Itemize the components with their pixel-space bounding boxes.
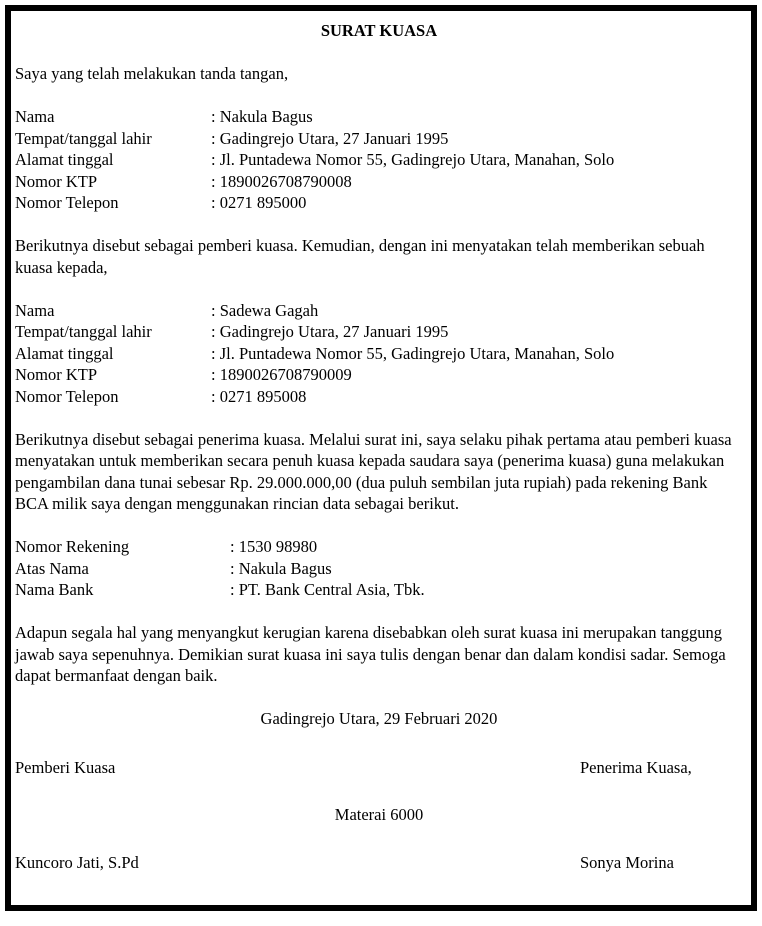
detail-value: : Nakula Bagus (211, 107, 313, 126)
authorization-paragraph: Berikutnya disebut sebagai penerima kuasa. Melalui surat ini, saya selaku pihak pertama atau pemberi kuasa menyatakan untuk memberikan secara penuh kuasa kepada saudara saya (penerima kuasa) guna melakukan pengambilan dana tunai sebesar Rp. 29.000.000,00 (dua puluh sembilan juta rupiah) pada rekening Bank BCA milik saya dengan menggunakan rincian data sebagai berikut. (15, 429, 732, 513)
grantor-details-block (15, 106, 743, 214)
grantor-signature-name: Kuncoro Jati, S.Pd (15, 852, 139, 872)
stamp-label: Materai 6000 (334, 805, 424, 824)
detail-label: Tempat/tanggal lahir (15, 128, 152, 148)
grantor-paragraph: Berikutnya disebut sebagai pemberi kuasa. Kemudian, dengan ini menyatakan telah memberikan sebuah kuasa kepada, (15, 236, 705, 277)
date-line: Gadingrejo Utara, 29 Februari 2020 (260, 709, 498, 728)
detail-value: : Gadingrejo Utara, 27 Januari 1995 (211, 322, 449, 341)
document-title: SURAT KUASA (320, 21, 438, 40)
grantee-signature-name: Sonya Morina (580, 852, 674, 872)
detail-value: : 1890026708790009 (211, 365, 352, 384)
detail-value: : Sadewa Gagah (211, 300, 319, 320)
grantee-details-block (15, 300, 743, 408)
detail-row-atas-nama (15, 558, 743, 580)
detail-row-grantee-telepon (15, 386, 743, 408)
detail-value: : Jl. Puntadewa Nomor 55, Gadingrejo Utara, Manahan, Solo (211, 150, 615, 169)
account-details-block (15, 536, 743, 601)
detail-label: Nomor KTP (15, 171, 98, 191)
detail-value: : 1530 98980 (230, 537, 318, 556)
detail-value: : 0271 895008 (211, 386, 307, 406)
detail-value: : PT. Bank Central Asia, Tbk. (230, 580, 425, 599)
detail-row-grantor-telepon (15, 192, 743, 214)
detail-value: : 0271 895000 (211, 193, 307, 212)
opening-line: Saya yang telah melakukan tanda tangan, (15, 64, 289, 83)
signature-roles-row (15, 757, 743, 779)
detail-label: Nomor Telepon (15, 193, 119, 212)
detail-label: Nama Bank (15, 580, 94, 599)
grantee-role-label: Penerima Kuasa, (580, 757, 692, 777)
detail-row-grantor-ttl (15, 128, 743, 150)
detail-value: : Nakula Bagus (230, 558, 332, 578)
detail-label: Nomor Rekening (15, 537, 130, 556)
detail-row-grantor-ktp (15, 171, 743, 193)
detail-row-grantee-ktp (15, 364, 743, 386)
detail-row-nama-bank (15, 579, 743, 601)
detail-value: : Gadingrejo Utara, 27 Januari 1995 (211, 128, 449, 148)
detail-label: Nomor KTP (15, 365, 98, 384)
document-border (5, 5, 757, 911)
detail-value: : 1890026708790008 (211, 171, 352, 191)
detail-label: Tempat/tanggal lahir (15, 322, 152, 341)
detail-row-grantor-alamat (15, 149, 743, 171)
closing-paragraph: Adapun segala hal yang menyangkut kerugian karena disebabkan oleh surat kuasa ini merupakan tanggung jawab saya sepenuhnya. Demikian surat kuasa ini saya tulis dengan benar dan dalam kondisi sadar. Semoga dapat bermanfaat dengan baik. (15, 623, 726, 685)
detail-row-grantee-ttl (15, 321, 743, 343)
detail-label: Nama (15, 107, 55, 126)
document-content (11, 11, 751, 873)
detail-value: : Jl. Puntadewa Nomor 55, Gadingrejo Utara, Manahan, Solo (211, 343, 615, 363)
detail-label: Nomor Telepon (15, 386, 119, 406)
detail-label: Atas Nama (15, 558, 89, 578)
detail-row-grantee-alamat (15, 343, 743, 365)
detail-label: Alamat tinggal (15, 343, 114, 363)
detail-row-rekening (15, 536, 743, 558)
detail-label: Nama (15, 300, 55, 320)
grantor-role-label: Pemberi Kuasa (15, 757, 116, 777)
detail-row-grantor-nama (15, 106, 743, 128)
detail-row-grantee-nama (15, 300, 743, 322)
detail-label: Alamat tinggal (15, 150, 114, 169)
signature-names-row (15, 852, 743, 874)
